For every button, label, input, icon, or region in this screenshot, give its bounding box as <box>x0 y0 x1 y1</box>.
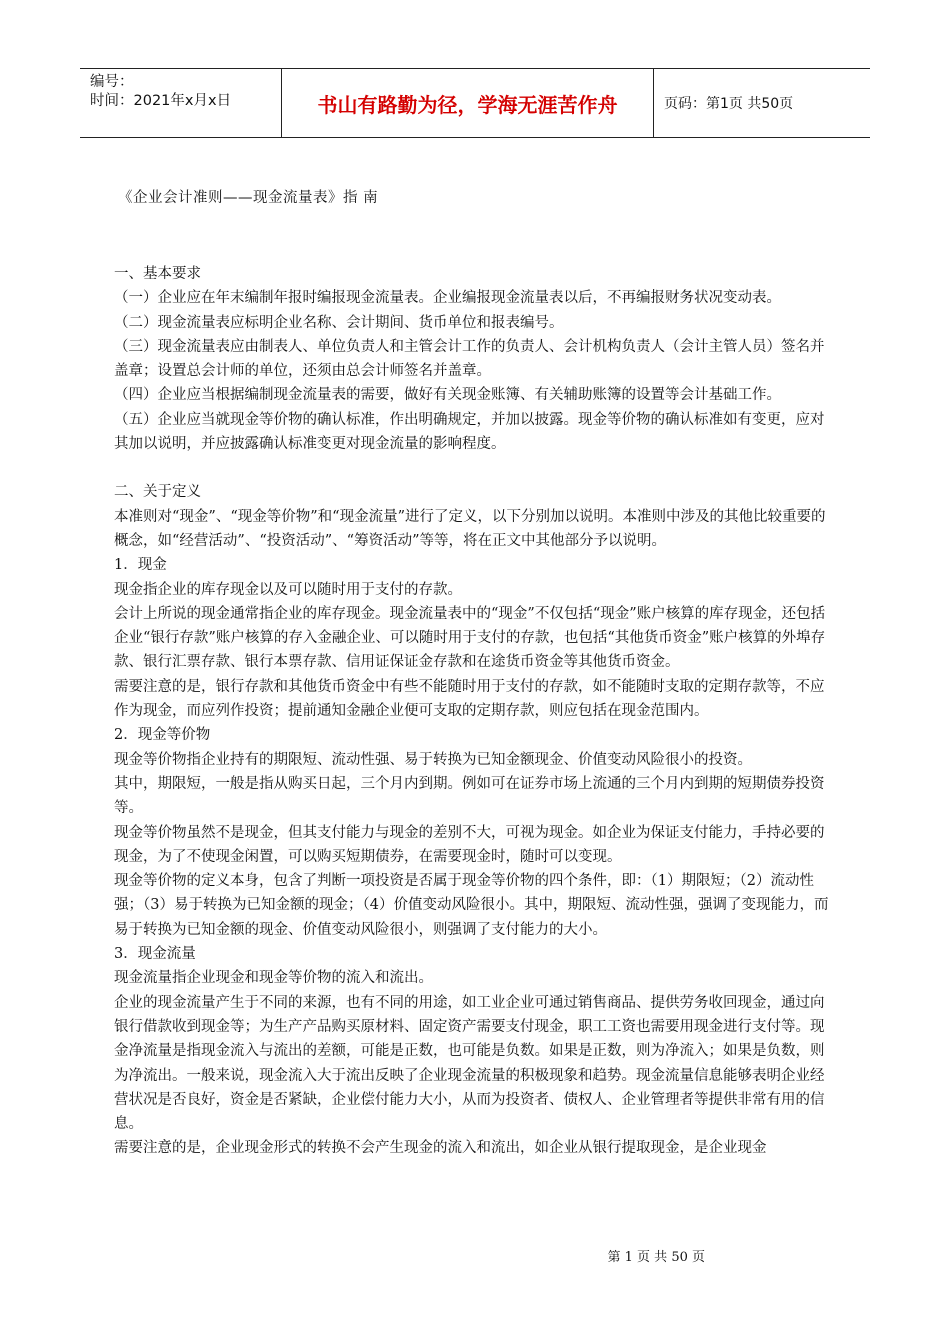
page-footer: 第 1 页 共 50 页 <box>607 1250 705 1265</box>
paragraph: （三）现金流量表应由制表人、单位负责人和主管会计工作的负责人、会计机构负责人（会计主管人员）签名并盖章；设置总会计师的单位，还须由总会计师签名并盖章。 <box>114 338 825 380</box>
section-heading: 二、关于定义 <box>114 484 201 501</box>
section-heading: 一、基本要求 <box>114 266 201 282</box>
page-header <box>80 68 870 138</box>
paragraph: （五）企业应当就现金等价物的确认标准，作出明确规定，并加以披露。现金等价物的确认标准如有变更，应对其加以说明，并应披露确认标准变更对现金流量的影响程度。 <box>114 411 825 453</box>
paragraph: 现金等价物指企业持有的期限短、流动性强、易于转换为已知金额现金、价值变动风险很小的投资。 <box>114 751 752 768</box>
subsection-heading: 3．现金流量 <box>114 946 196 963</box>
paragraph: 其中，期限短，一般是指从购买日起，三个月内到期。例如可在证券市场上流通的三个月内到期的短期债券投资等。 <box>114 775 825 817</box>
header-motto: 书山有路勤为径，学海无涯苦作舟 <box>282 69 654 137</box>
spacer <box>114 456 834 480</box>
document-title: 《企业会计准则——现金流量表》指 南 <box>118 190 379 206</box>
paragraph: 现金等价物的定义本身，包含了判断一项投资是否属于现金等价物的四个条件，即：（1）期限短；（2）流动性强；（3）易于转换为已知金额的现金；（4）价值变动风险很小。其中，期限短、流动性强，强调了变现能力，而易于转换为已知金额的现金、价值变动风险很小，则强调了支付能力的大小。 <box>114 873 829 938</box>
paragraph: 需要注意的是，银行存款和其他货币资金中有些不能随时用于支付的存款，如不能随时支取的定期存款等，不应作为现金，而应列作投资；提前通知金融企业便可支取的定期存款，则应包括在现金范围内。 <box>114 678 825 720</box>
header-meta <box>80 69 282 137</box>
subsection-heading: 2．现金等价物 <box>114 727 211 744</box>
paragraph: （四）企业应当根据编制现金流量表的需要，做好有关现金账簿、有关辅助账簿的设置等会计基础工作。 <box>114 387 781 404</box>
paragraph: 现金流量指企业现金和现金等价物的流入和流出。 <box>114 970 433 987</box>
paragraph: 本准则对“现金”、“现金等价物”和“现金流量”进行了定义，以下分别加以说明。本准则中涉及的其他比较重要的概念，如“经营活动”、“投资活动”、“筹资活动”等等，将在正文中其他部分予以说明。 <box>114 508 826 549</box>
date-line: 时间：2021年x月x日 <box>90 93 232 109</box>
paragraph: 现金指企业的库存现金以及可以随时用于支付的存款。 <box>114 581 462 598</box>
header-page-info: 页码：第1页 共50页 <box>664 96 794 112</box>
document-body <box>114 262 834 1161</box>
paragraph: （一）企业应在年末编制年报时编报现金流量表。企业编报现金流量表以后，不再编报财务状况变动表。 <box>114 290 781 307</box>
paragraph: 需要注意的是，企业现金形式的转换不会产生现金的流入和流出，如企业从银行提取现金，是企业现金 <box>114 1140 767 1157</box>
paragraph: （二）现金流量表应标明企业名称、会计期间、货币单位和报表编号。 <box>114 314 564 331</box>
paragraph: 会计上所说的现金通常指企业的库存现金。现金流量表中的“现金”不仅包括“现金”账户核算的库存现金，还包括企业“银行存款”账户核算的存入金融企业、可以随时用于支付的存款，也包括“其他货币资金”账户核算的外埠存款、银行汇票存款、银行本票存款、信用证保证金存款和在途货币资金等其他货币资金。 <box>114 605 826 671</box>
subsection-heading: 1．现金 <box>114 557 167 574</box>
document-number-label: 编号： <box>90 74 134 90</box>
paragraph: 企业的现金流量产生于不同的来源，也有不同的用途，如工业企业可通过销售商品、提供劳务收回现金，通过向银行借款收到现金等；为生产产品购买原材料、固定资产需要支付现金，职工工资也需要用现金进行支付等。现金净流量是指现金流入与流出的差额，可能是正数，也可能是负数。如果是正数，则为净流入；如果是负数，则为净流出。一般来说，现金流入大于流出反映了企业现金流量的积极现象和趋势。现金流量信息能够表明企业经营状况是否良好，资金是否紧缺，企业偿付能力大小，从而为投资者、债权人、企业管理者等提供非常有用的信息。 <box>114 994 825 1133</box>
paragraph: 现金等价物虽然不是现金，但其支付能力与现金的差别不大，可视为现金。如企业为保证支付能力，手持必要的现金，为了不使现金闲置，可以购买短期债券，在需要现金时，随时可以变现。 <box>114 824 825 865</box>
